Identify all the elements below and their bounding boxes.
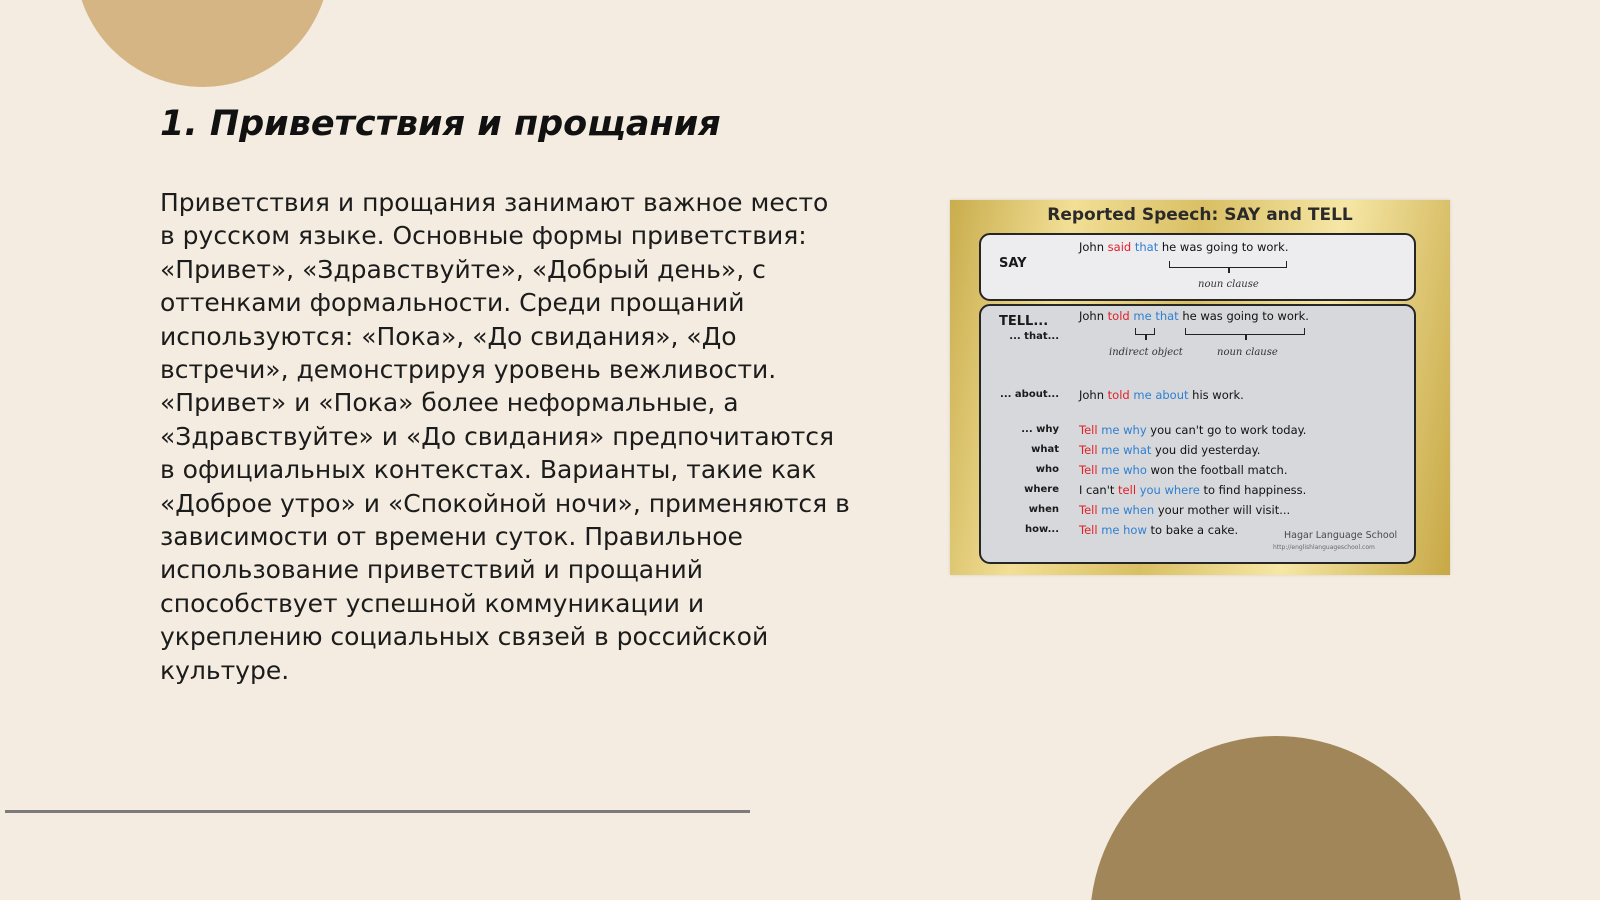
divider-line — [5, 810, 750, 813]
question-word: who — [1123, 463, 1147, 477]
sentence-part: John — [1079, 309, 1108, 323]
reported-speech-image — [950, 200, 1450, 575]
tell-row-label: when — [1028, 504, 1059, 515]
verb-word: told — [1107, 388, 1130, 402]
object-word: me — [1133, 388, 1152, 402]
verb-word: Tell — [1079, 443, 1098, 457]
say-sentence — [1079, 240, 1288, 254]
sentence-part: to find happiness. — [1199, 483, 1307, 497]
image-title: Reported Speech: SAY and TELL — [1047, 205, 1353, 225]
tell-that-sentence — [1079, 309, 1309, 323]
object-word: me — [1101, 443, 1120, 457]
tell-row-sentence — [1079, 523, 1238, 537]
say-note: noun clause — [1198, 279, 1259, 290]
indirect-object-brace — [1135, 328, 1155, 335]
decorative-circle-bottom — [1090, 736, 1462, 900]
question-word: why — [1123, 423, 1147, 437]
object-word: me — [1101, 463, 1120, 477]
sentence-part: John — [1079, 388, 1108, 402]
tell-row-sentence — [1079, 483, 1306, 497]
sentence-part: you can't go to work today. — [1146, 423, 1307, 437]
verb-word: Tell — [1079, 503, 1098, 517]
object-word: me — [1101, 423, 1120, 437]
question-word: where — [1164, 483, 1200, 497]
sentence-part: won the football match. — [1146, 463, 1288, 477]
tell-row-label: ... why — [1021, 424, 1059, 435]
question-word: how — [1123, 523, 1147, 537]
object-word: me — [1101, 523, 1120, 537]
tell-row-sentence — [1079, 423, 1306, 437]
tell-row-label: how... — [1025, 524, 1059, 535]
conjunction-word: that — [1155, 309, 1179, 323]
noun-clause-brace — [1185, 328, 1305, 335]
slide-title: 1. Приветствия и прощания — [160, 104, 721, 144]
object-word: you — [1139, 483, 1161, 497]
tell-row-sentence — [1079, 443, 1260, 457]
sentence-part: he was going to work. — [1178, 309, 1309, 323]
sentence-part: he was going to work. — [1158, 240, 1289, 254]
conjunction-word: that — [1134, 240, 1159, 254]
sentence-part: I can't — [1079, 483, 1119, 497]
tell-row-sentence — [1079, 503, 1290, 517]
tell-row-sentence — [1079, 463, 1288, 477]
say-label: SAY — [999, 256, 1027, 271]
tell-box — [979, 304, 1416, 564]
sentence-part: you did yesterday. — [1151, 443, 1261, 457]
question-word: when — [1123, 503, 1155, 517]
tell-row-label: who — [1035, 464, 1059, 475]
decorative-circle-top — [75, 0, 330, 87]
tell-row-label: what — [1031, 444, 1059, 455]
credit-url: http://englishlanguageschool.com — [1273, 544, 1375, 551]
tell-noun-clause-note: noun clause — [1217, 347, 1278, 358]
say-box — [979, 233, 1416, 301]
sentence-part: John — [1079, 240, 1108, 254]
sentence-part: his work. — [1188, 388, 1244, 402]
object-word: me — [1101, 503, 1120, 517]
verb-word: tell — [1118, 483, 1137, 497]
tell-row-label: ... about... — [1000, 389, 1059, 400]
verb-word: Tell — [1079, 463, 1098, 477]
question-word: what — [1123, 443, 1152, 457]
sentence-part: to bake a cake. — [1146, 523, 1239, 537]
noun-clause-brace — [1169, 261, 1287, 268]
tell-that-label: ... that... — [1009, 331, 1059, 342]
tell-row-label: where — [1024, 484, 1059, 495]
verb-word: Tell — [1079, 423, 1098, 437]
indirect-object-note: indirect object — [1109, 347, 1183, 358]
tell-row-sentence — [1079, 388, 1244, 402]
tell-label: TELL... — [999, 314, 1049, 329]
sentence-part: your mother will visit... — [1154, 503, 1291, 517]
verb-word: Tell — [1079, 523, 1098, 537]
verb-word: said — [1107, 240, 1132, 254]
object-word: me — [1133, 309, 1152, 323]
verb-word: told — [1107, 309, 1130, 323]
question-word: about — [1155, 388, 1189, 402]
credit-text: Hagar Language School — [1284, 530, 1398, 541]
slide-body-text: Приветствия и прощания занимают важное место в русском языке. Основные формы приветствия: «Привет», «Здравствуйте», «Добрый день», с оттенками формальности. Среди прощаний используются: «Пока», «До свидания», «До встречи», демонстрируя уровень вежливости. «Привет» и «Пока» более неформальные, а «Здравствуйте» и «До свидания» предпочитаются в официальных контекстах. Варианты, такие как «Доброе утро» и «Спокойной ночи», применяются в зависимости от времени суток. Правильное использование приветствий и прощаний способствует успешной коммуникации и укреплению социальных связей в российской культуре. — [160, 188, 850, 685]
